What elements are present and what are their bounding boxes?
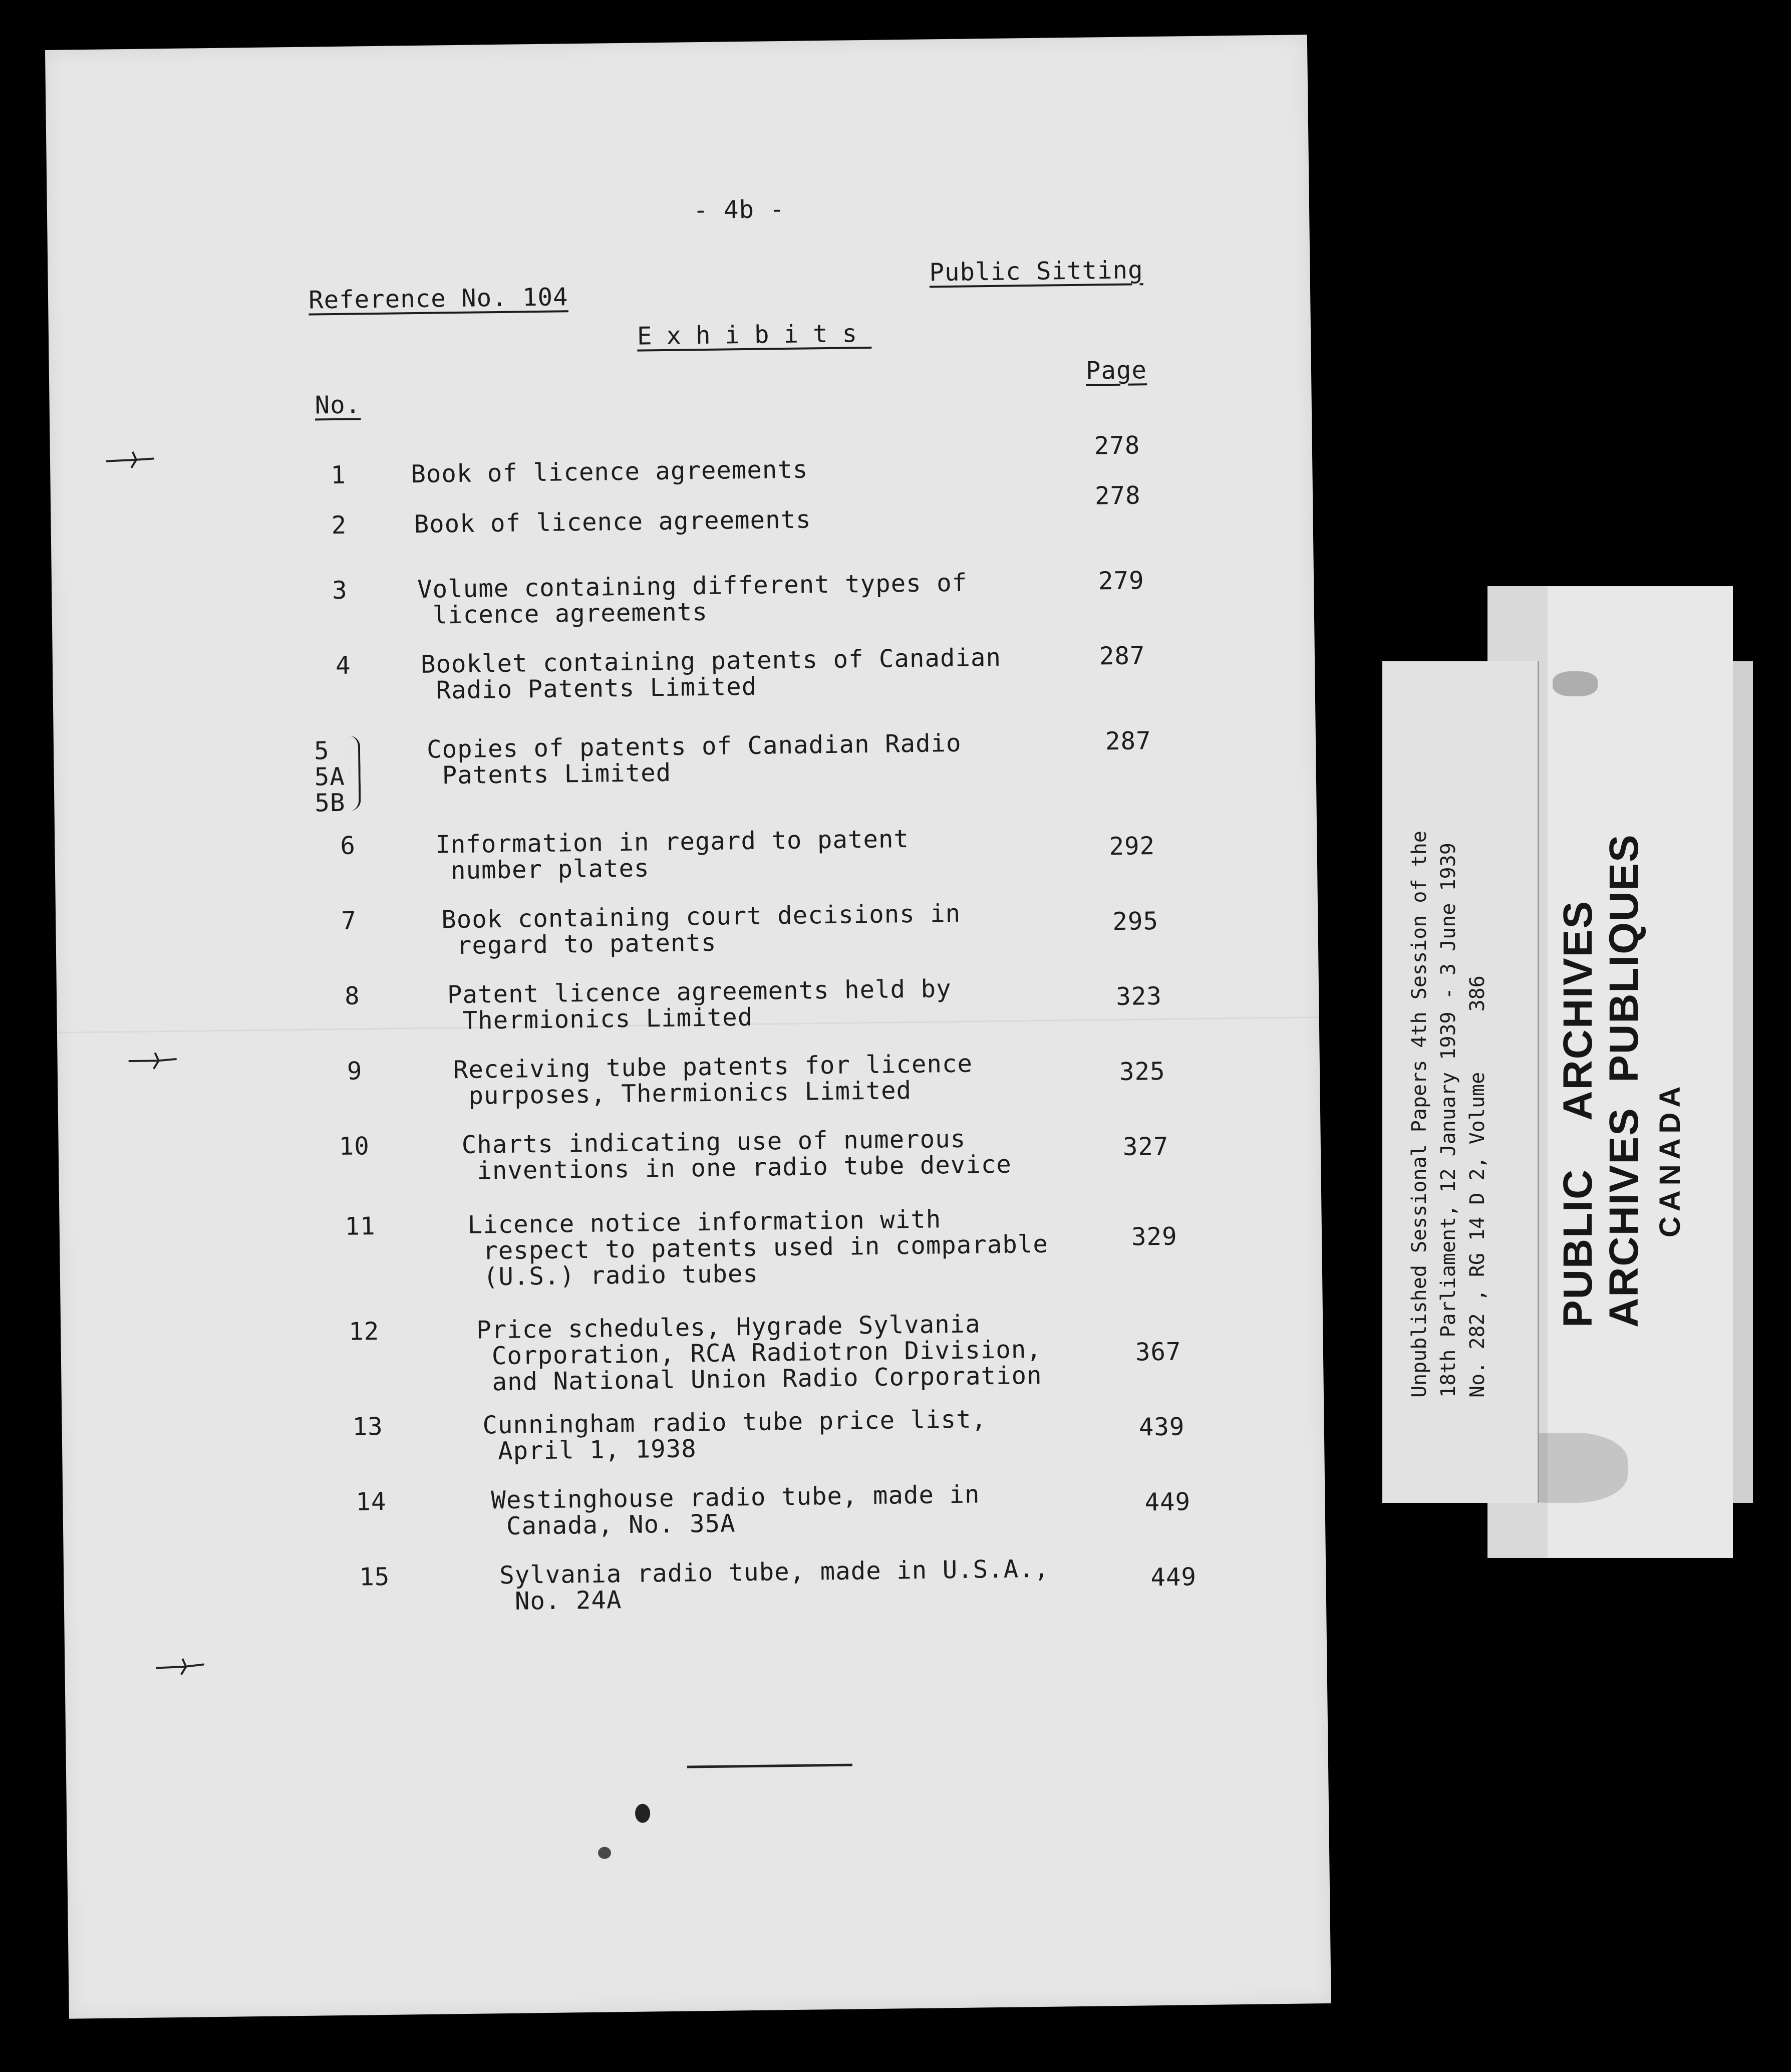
exhibit-number: 15 xyxy=(359,1562,390,1592)
exhibit-description-line: Thermionics Limited xyxy=(462,1002,753,1035)
exhibit-description-line: Receiving tube patents for licence xyxy=(453,1049,973,1085)
stamp-line-english: PUBLIC ARCHIVES xyxy=(1555,900,1601,1328)
exhibit-number: 2 xyxy=(331,510,347,540)
exhibit-description-line: Patents Limited xyxy=(442,758,672,790)
exhibit-description xyxy=(491,1481,980,1539)
exhibit-number: 3 xyxy=(332,576,348,605)
exhibit-description-line: No. 24A xyxy=(514,1586,622,1616)
exhibit-description xyxy=(417,570,968,629)
exhibit-page: 287 xyxy=(1105,726,1151,756)
exhibit-description xyxy=(447,976,952,1034)
exhibit-description-line: respect to patents used in comparable xyxy=(483,1229,1049,1265)
document-title: Exhibits xyxy=(637,319,872,351)
margin-mark-icon xyxy=(105,449,155,470)
card-typed-text xyxy=(1405,831,1492,1398)
exhibit-number: 1 xyxy=(331,460,347,490)
exhibit-number: 7 xyxy=(341,906,357,935)
exhibit-description-line: Copies of patents of Canadian Radio xyxy=(426,728,962,764)
exhibit-description-line: Corporation, RCA Radiotron Division, xyxy=(491,1335,1042,1371)
exhibit-description-line: and National Union Radio Corporation xyxy=(492,1361,1042,1397)
column-header-page: Page xyxy=(1085,356,1147,385)
exhibit-description xyxy=(427,730,962,789)
exhibit-description-line: purposes, Thermionics Limited xyxy=(468,1076,912,1110)
card-line-2: 18th Parliament, 12 January 1939 - 3 June 1939 xyxy=(1437,843,1460,1398)
exhibit-page: 323 xyxy=(1115,981,1162,1011)
exhibit-description-line: Westinghouse radio tube, made in xyxy=(491,1480,980,1515)
exhibit-description xyxy=(411,456,808,487)
page-number: - 4b - xyxy=(693,194,785,225)
exhibit-page: 292 xyxy=(1109,832,1155,861)
exhibit-description-line: April 1, 1938 xyxy=(497,1434,697,1466)
exhibit-description xyxy=(482,1406,987,1464)
exhibit-description-line: Licence notice information with xyxy=(467,1205,942,1239)
exhibit-number: 14 xyxy=(356,1487,387,1516)
exhibit-description-line: number plates xyxy=(450,854,650,885)
exhibit-description-line: Sylvania radio tube, made in U.S.A., xyxy=(499,1554,1050,1590)
exhibit-description-line: Radio Patents Limited xyxy=(436,672,757,705)
exhibit-number: 4 xyxy=(335,651,351,680)
exhibit-description-line: Patent licence agreements held by xyxy=(447,974,952,1009)
exhibit-page: 449 xyxy=(1144,1487,1191,1517)
exhibit-description xyxy=(461,1126,1012,1184)
exhibit-page: 449 xyxy=(1150,1563,1197,1592)
exhibit-number: 9 xyxy=(347,1057,363,1086)
sitting-type: Public Sitting xyxy=(929,255,1143,287)
exhibit-description-line: (U.S.) radio tubes xyxy=(483,1259,759,1291)
stamp-line-country: CANADA xyxy=(1654,1081,1686,1237)
exhibit-description-line: regard to patents xyxy=(456,928,717,960)
archival-reference-card xyxy=(1382,586,1753,1558)
exhibit-description-line: Booklet containing patents of Canadian xyxy=(420,643,1002,679)
typed-document-sheet xyxy=(45,35,1331,2018)
exhibit-page: 329 xyxy=(1131,1222,1177,1251)
exhibit-description-line: Book of licence agreements xyxy=(411,455,808,489)
exhibit-description-line: inventions in one radio tube device xyxy=(477,1150,1012,1185)
exhibit-description xyxy=(499,1556,1050,1615)
reference-number: Reference No. 104 xyxy=(308,283,568,315)
exhibit-description xyxy=(476,1311,1042,1396)
column-header-number: No. xyxy=(315,390,361,420)
card-line-1: Unpublished Sessional Papers 4th Session of the xyxy=(1408,831,1431,1398)
exhibit-page: 295 xyxy=(1112,906,1159,936)
exhibit-description-line: Charts indicating use of numerous xyxy=(461,1124,966,1159)
exhibit-page: 278 xyxy=(1094,431,1140,460)
ink-blot xyxy=(598,1847,611,1859)
exhibit-description xyxy=(467,1205,1048,1290)
exhibit-description-line: Price schedules, Hygrade Sylvania xyxy=(476,1310,981,1345)
exhibit-description-line: Volume containing different types of xyxy=(417,568,968,604)
exhibit-number: 6 xyxy=(340,831,356,860)
stamp-line-french: ARCHIVES PUBLIQUES xyxy=(1601,834,1647,1328)
exhibit-number: 12 xyxy=(348,1317,380,1346)
exhibit-number: 8 xyxy=(344,981,360,1010)
card-smudge xyxy=(1553,671,1598,696)
exhibit-page: 287 xyxy=(1099,641,1145,671)
exhibit-description-line: Book of licence agreements xyxy=(414,505,811,539)
exhibit-number: 11 xyxy=(345,1212,376,1241)
exhibit-page: 327 xyxy=(1122,1132,1169,1161)
exhibit-page: 279 xyxy=(1098,566,1144,596)
exhibit-description-line: Cunningham radio tube price list, xyxy=(482,1405,987,1440)
margin-mark-icon xyxy=(155,1656,205,1677)
exhibit-number: 13 xyxy=(352,1412,383,1441)
exhibit-description-line: Book containing court decisions in xyxy=(441,899,961,934)
margin-mark-icon xyxy=(127,1051,177,1071)
ink-blot xyxy=(635,1804,650,1823)
grouping-bracket xyxy=(349,735,361,811)
exhibit-description xyxy=(453,1051,973,1110)
exhibit-page: 439 xyxy=(1138,1412,1185,1442)
exhibit-description xyxy=(414,506,811,538)
exhibit-description xyxy=(435,826,910,884)
exhibit-page: 367 xyxy=(1135,1337,1181,1367)
card-line-3: No. 282 , RG 14 D 2, Volume 386 xyxy=(1466,975,1489,1398)
exhibit-description xyxy=(421,645,1002,704)
exhibit-description-line: licence agreements xyxy=(432,597,708,630)
archives-stamp xyxy=(1555,834,1693,1328)
exhibit-number: 10 xyxy=(339,1132,370,1161)
exhibit-page: 325 xyxy=(1119,1057,1165,1086)
exhibit-description-line: Information in regard to patent xyxy=(435,825,910,859)
exhibit-description-line: Canada, No. 35A xyxy=(506,1509,736,1540)
exhibit-page: 278 xyxy=(1094,481,1141,510)
exhibit-number: 5 5A 5B xyxy=(314,736,346,818)
exhibit-description xyxy=(441,901,961,959)
closing-rule xyxy=(687,1764,852,1768)
